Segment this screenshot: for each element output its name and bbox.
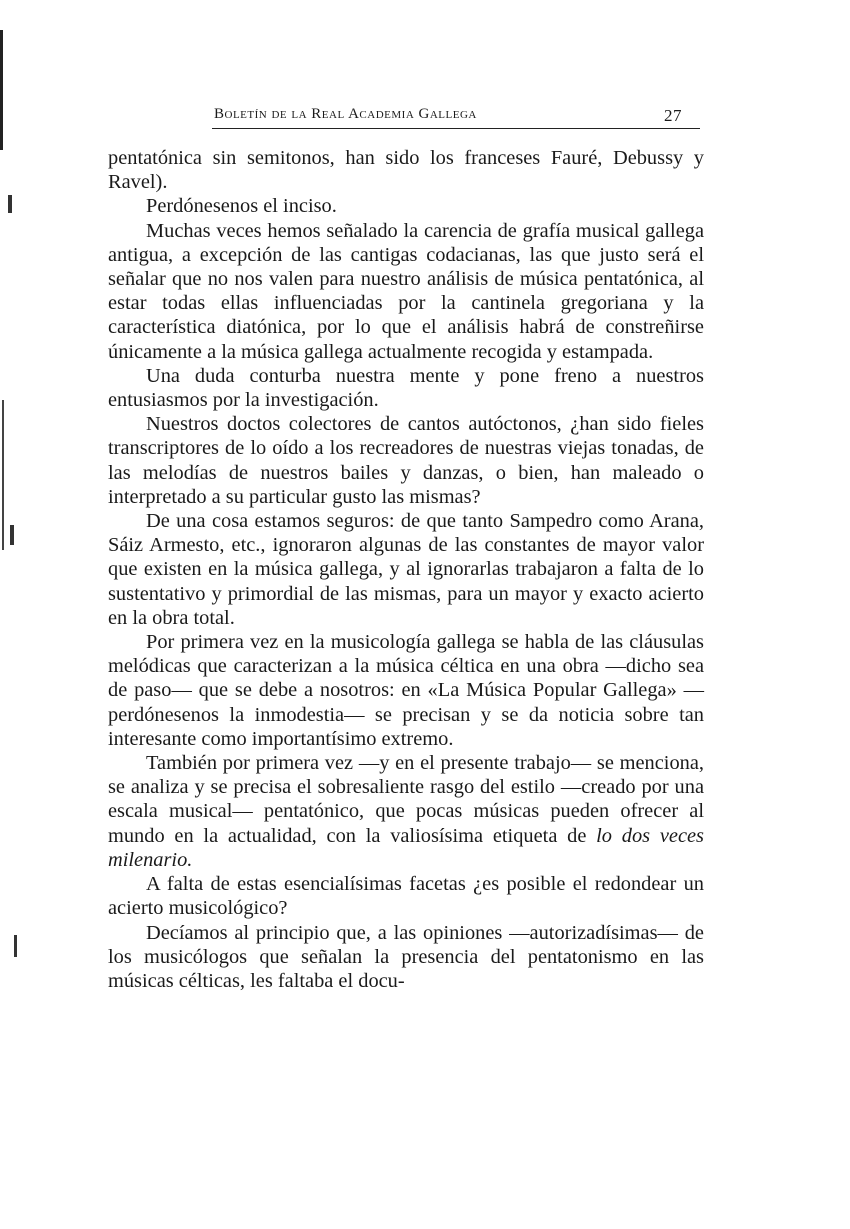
paragraph: A falta de estas esencialísimas facetas ¿es posible el redondear un acierto musicológico? [108,873,704,920]
body-text [108,146,704,993]
page-number: 27 [664,106,682,125]
paragraph: Nuestros doctos colectores de cantos autóctonos, ¿han sido fieles transcriptores de lo oído a los recreadores de nuestras viejas tonadas, de las melodías de nuestros bailes y danzas, o bien, han maleado o interpretado a su particular gusto las mismas? [108,413,704,508]
running-header [214,106,690,123]
page-edge-mark [8,195,12,213]
page-edge-mark [10,525,14,545]
paragraph [108,751,704,872]
paragraph: Decíamos al principio que, a las opiniones —autorizadísimas— de los musicólogos que señalan la presencia del pentatonismo en las músicas célticas, les faltaba el docu- [108,921,704,992]
paragraph: Muchas veces hemos señalado la carencia de grafía musical gallega antigua, a excepción de las cantigas codacianas, las que justo será el señalar que no nos valen para nuestro análisis de música pentatónica, al estar todas ellas influenciadas por la cantinela gregoriana y la característica diatónica, por lo que el análisis habrá de constreñirse únicamente a la música gallega actualmente recogida y estampada. [108,219,704,363]
page-edge-mark [14,935,17,957]
italic-phrase: lo dos veces milenario. [108,824,704,871]
header-rule [212,128,700,129]
page-edge-mark [2,400,4,550]
paragraph: pentatónica sin semitonos, han sido los franceses Fauré, Debussy y Ravel). [108,147,704,194]
running-header-title: Boletín de la Real Academia Gallega [214,106,477,122]
paragraph: Por primera vez en la musicología gallega se habla de las cláusulas melódicas que caracterizan a la música céltica en una obra —dicho sea de paso— que se debe a nosotros: en «La Música Popular Gallega» —perdónesenos la inmodestia— se precisan y se da noticia sobre tan interesante como importantísimo extremo. [108,631,704,750]
paragraph: Perdónesenos el inciso. [146,195,337,218]
paragraph: De una cosa estamos seguros: de que tanto Sampedro como Arana, Sáiz Armesto, etc., ignoraron algunas de las constantes de mayor valor que existen en la música gallega, y al ignorarlas trabajaron a falta de lo sustentativo y primordial de las mismas, para un mayor y exacto acierto en la obra total. [108,510,704,629]
page-edge-mark [0,30,3,150]
paragraph: Una duda conturba nuestra mente y pone freno a nuestros entusiasmos por la investigación. [108,364,704,412]
paragraph-text: También por primera vez —y en el presente trabajo— se menciona, se analiza y se precisa el sobresaliente rasgo del estilo —creado por una escala musical— pentatónico, que pocas músicas pueden ofrecer al mundo en la actualidad, con la valiosísima etiqueta de [108,752,704,847]
